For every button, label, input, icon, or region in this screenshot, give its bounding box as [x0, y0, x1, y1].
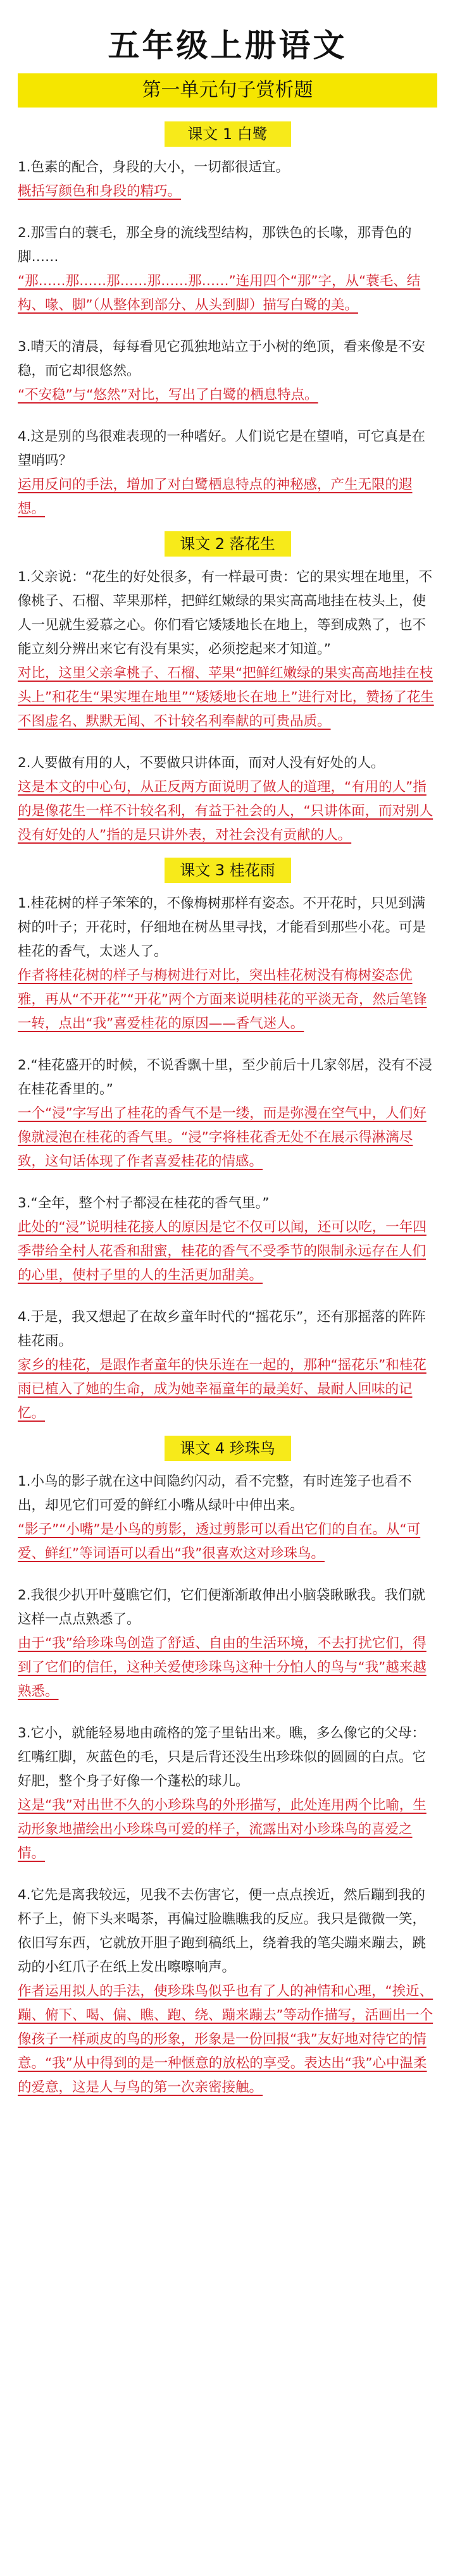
- lesson-2-content: [18, 565, 437, 847]
- lesson-4-content: [18, 1470, 437, 2100]
- lesson-2-header: 课文 2 落花生: [165, 531, 291, 557]
- answer-1-2: “那……那……那……那……那……”连用四个“那”字，从“蓑毛、结构、喙、脚”（从整体到部分、从头到脚）描写白鹭的美。: [18, 273, 421, 313]
- page-title: 五年级上册语文: [108, 27, 347, 64]
- answer-4-1: “影子”“小嘴”是小鸟的剪影，透过剪影可以看出它们的自在。从“可爱、鲜红”等词语可以看出“我”很喜欢这对珍珠鸟。: [18, 1522, 421, 1562]
- question-1-4: 4.这是别的鸟很难表现的一种嗜好。人们说它是在望哨，可它真是在望哨吗？: [18, 429, 426, 469]
- lesson-4-header: 课文 4 珍珠鸟: [165, 1436, 291, 1461]
- answer-2-1: 对比，这里父亲拿桃子、石榴、苹果“把鲜红嫩绿的果实高高地挂在枝头上”和花生“果实埋在地里”“矮矮地长在地上”进行对比，赞扬了花生不图虚名、默默无闻、不计较名利奉献的可贵品质。: [18, 665, 434, 729]
- answer-3-1: 作者将桂花树的样子与梅树进行对比，突出桂花树没有梅树姿态优雅，再从“不开花”“开花”两个方面来说明桂花的平淡无奇，然后笔锋一转，点出“我”喜爱桂花的原因——香气迷人。: [18, 968, 427, 1032]
- question-2-2: 2.人要做有用的人，不要做只讲体面，而对人没有好处的人。: [18, 755, 385, 771]
- answer-4-2: 由于“我”给珍珠鸟创造了舒适、自由的生活环境，不去打扰它们，得到了它们的信任，这种关爱使珍珠鸟这种十分怕人的鸟与“我”越来越熟悉。: [18, 1636, 427, 1699]
- question-3-4: 4.于是，我又想起了在故乡童年时代的“摇花乐”，还有那摇落的阵阵桂花雨。: [18, 1309, 426, 1349]
- question-3-1: 1.桂花树的样子笨笨的，不像梅树那样有姿态。不开花时，只见到满树的叶子；开花时，仔细地在树丛里寻找，才能看到那些小花。可是桂花的香气，太迷人了。: [18, 896, 427, 959]
- lesson-1-content: [18, 156, 437, 521]
- subtitle-banner: 第一单元句子赏析题: [18, 73, 437, 108]
- answer-3-3: 此处的“浸”说明桂花接人的原因是它不仅可以闻，还可以吃，一年四季带给全村人花香和甜蜜，桂花的香气不受季节的限制永远存在人们的心里，使村子里的人的生活更加甜美。: [18, 1219, 427, 1283]
- lesson-1-header: 课文 1 白鹭: [165, 121, 291, 147]
- lesson-3-content: [18, 892, 437, 1426]
- question-4-3: 3.它小，就能轻易地由疏格的笼子里钻出来。瞧，多么像它的父母：红嘴红脚，灰蓝色的毛，只是后背还没生出珍珠似的圆圆的白点。它好肥，整个身子好像一个蓬松的球儿。: [18, 1725, 427, 1789]
- answer-1-1: 概括写颜色和身段的精巧。: [18, 183, 182, 199]
- question-4-1: 1.小鸟的影子就在这中间隐约闪动，看不完整，有时连笼子也看不出，却见它们可爱的鲜红小嘴从绿叶中伸出来。: [18, 1474, 412, 1513]
- question-3-2: 2.“桂花盛开的时候，不说香飘十里，至少前后十几家邻居，没有不浸在桂花香里的。”: [18, 1057, 433, 1097]
- question-4-4: 4.它先是离我较远，见我不去伤害它，便一点点挨近，然后蹦到我的杯子上，俯下头来喝茶，再偏过脸瞧瞧我的反应。我只是微微一笑，依旧写东西，它就放开胆子跑到稿纸上，绕着我的笔尖蹦来蹦去，跳动的小红爪子在纸上发出嚓嚓响声。: [18, 1887, 427, 1975]
- answer-4-4: 作者运用拟人的手法，使珍珠鸟似乎也有了人的神情和心理，“挨近、蹦、俯下、喝、偏、瞧、跑、绕、蹦来蹦去”等动作描写，活画出一个像孩子一样顽皮的鸟的形象，形象是一份回报“我”友好地对待它的情意。“我”从中得到的是一种惬意的放松的享受。表达出“我”心中温柔的爱意，这是人与鸟的第一次亲密接触。: [18, 1983, 433, 2095]
- answer-3-2: 一个“浸”字写出了桂花的香气不是一缕，而是弥漫在空气中，人们好像就浸泡在桂花的香气里。“浸”字将桂花香无处不在展示得淋漓尽致，这句话体现了作者喜爱桂花的情感。: [18, 1106, 427, 1169]
- answer-3-4: 家乡的桂花，是跟作者童年的快乐连在一起的，那种“摇花乐”和桂花雨已植入了她的生命，成为她幸福童年的最美好、最耐人回味的记忆。: [18, 1357, 427, 1421]
- answer-2-2: 这是本文的中心句，从正反两方面说明了做人的道理，“有用的人”指的是像花生一样不计较名利，有益于社会的人，“只讲体面，而对别人没有好处的人”指的是只讲外表，对社会没有贡献的人。: [18, 779, 433, 843]
- question-1-3: 3.晴天的清晨，每每看见它孤独地站立于小树的绝顶，看来像是不安稳，而它却很悠然。: [18, 339, 426, 379]
- lesson-3-header: 课文 3 桂花雨: [165, 858, 291, 883]
- question-1-1: 1.色素的配合，身段的大小，一切都很适宜。: [18, 159, 290, 175]
- question-3-3: 3.“全年，整个村子都浸在桂花的香气里。”: [18, 1195, 270, 1211]
- answer-4-3: 这是“我”对出世不久的小珍珠鸟的外形描写，此处连用两个比喻，生动形象地描绘出小珍珠鸟可爱的样子，流露出对小珍珠鸟的喜爱之情。: [18, 1797, 427, 1861]
- answer-1-4: 运用反问的手法，增加了对白鹭栖息特点的神秘感，产生无限的遐想。: [18, 477, 413, 517]
- answer-1-3: “不安稳”与“悠然”对比，写出了白鹭的栖息特点。: [18, 387, 318, 403]
- question-2-1: 1.父亲说：“花生的好处很多，有一样最可贵：它的果实埋在地里，不像桃子、石榴、苹果那样，把鲜红嫩绿的果实高高地挂在枝头上，使人一见就生爱慕之心。你们看它矮矮地长在地上，等到成熟了，也不能立刻分辨出来它有没有果实，必须挖起来才知道。”: [18, 569, 433, 657]
- question-1-2: 2.那雪白的蓑毛，那全身的流线型结构，那铁色的长喙，那青色的脚……: [18, 225, 412, 265]
- question-4-2: 2.我很少扒开叶蔓瞧它们，它们便渐渐敢伸出小脑袋瞅瞅我。我们就这样一点点熟悉了。: [18, 1587, 426, 1627]
